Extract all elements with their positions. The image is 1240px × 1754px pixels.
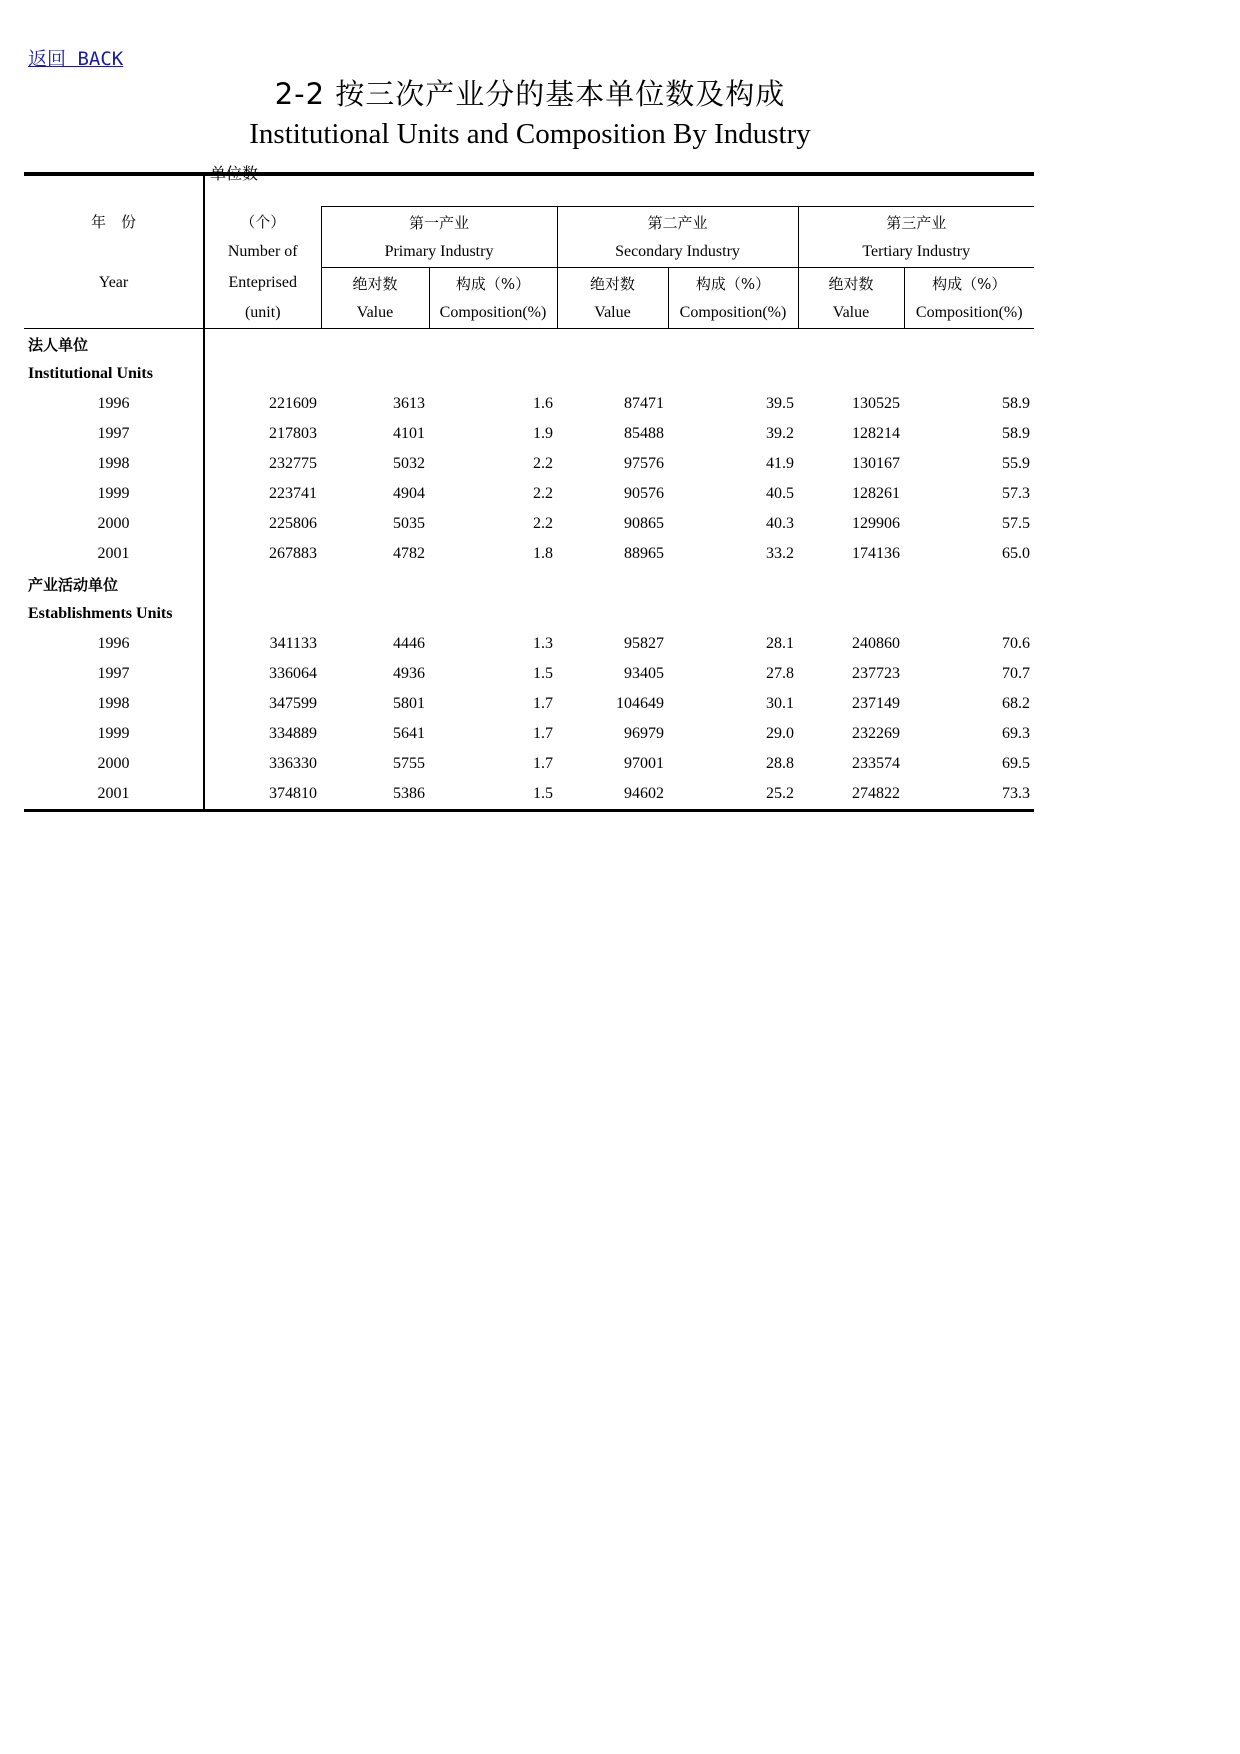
secondary-comp-cell: 40.5	[766, 485, 794, 502]
secondary-value-cell: 94602	[557, 779, 668, 811]
header-count-cn: （个）	[240, 213, 286, 232]
primary-comp-cell: 1.8	[533, 545, 553, 562]
tertiary-comp-cell: 57.3	[1002, 485, 1030, 502]
table-row	[24, 509, 1034, 539]
primary-comp-cell: 1.3	[533, 635, 553, 652]
table-row	[24, 389, 1034, 419]
section-spacer	[204, 329, 1034, 360]
year-cell: 2000	[24, 509, 204, 539]
total-cell: 374810	[204, 779, 321, 811]
primary-comp-cell: 2.2	[533, 485, 553, 502]
tertiary-comp-cell: 58.9	[1002, 425, 1030, 442]
secondary-comp-cell: 39.2	[766, 425, 794, 442]
header-primary-value-cn: 绝对数	[321, 268, 429, 299]
secondary-comp-cell: 39.5	[766, 395, 794, 412]
primary-comp-cell: 1.9	[533, 425, 553, 442]
header-tertiary-en: Tertiary Industry	[798, 237, 1034, 268]
primary-value-cell: 3613	[393, 395, 425, 412]
header-spacer	[24, 174, 204, 207]
page-title-cn: 2-2 按三次产业分的基本单位数及构成	[274, 77, 786, 111]
secondary-value-cell: 88965	[624, 545, 664, 562]
total-cell: 267883	[269, 545, 317, 562]
table-row	[24, 629, 1034, 659]
tertiary-comp-cell: 70.6	[1002, 635, 1030, 652]
primary-value-cell: 4782	[393, 545, 425, 562]
tertiary-value-cell: 129906	[852, 515, 900, 532]
secondary-comp-cell: 41.9	[766, 455, 794, 472]
table-row	[24, 779, 1034, 811]
year-cell: 1997	[24, 659, 204, 689]
secondary-value-cell: 93405	[624, 665, 664, 682]
primary-value-cell: 5641	[393, 725, 425, 742]
total-cell: 221609	[269, 395, 317, 412]
secondary-value-cell: 96979	[624, 725, 664, 742]
year-cell: 1998	[24, 449, 204, 479]
year-cell: 1999	[24, 719, 204, 749]
unit-note: 单位数	[210, 164, 259, 183]
header-year-cn: 年 份	[24, 207, 204, 238]
tertiary-comp-cell: 58.9	[1002, 395, 1030, 412]
tertiary-comp-cell: 65.0	[1002, 545, 1030, 562]
section-spacer	[204, 599, 1034, 629]
header-primary-en: Primary Industry	[321, 237, 557, 268]
section-spacer	[204, 569, 1034, 599]
table-row	[24, 749, 1034, 779]
header-secondary-value-en: Value	[557, 298, 668, 329]
header-spacer	[24, 298, 204, 329]
primary-value-cell: 4446	[393, 635, 425, 652]
tertiary-value-cell: 128261	[852, 485, 900, 502]
table-row	[24, 719, 1034, 749]
table-row	[24, 539, 1034, 569]
secondary-comp-cell: 29.0	[766, 725, 794, 742]
total-cell: 232775	[269, 455, 317, 472]
year-cell: 1996	[24, 629, 204, 659]
header-tertiary-cn: 第三产业	[798, 207, 1034, 238]
total-cell: 217803	[269, 425, 317, 442]
secondary-value-cell: 85488	[624, 425, 664, 442]
tertiary-comp-cell: 69.3	[1002, 725, 1030, 742]
table-row	[24, 659, 1034, 689]
tertiary-comp-cell: 55.9	[1002, 455, 1030, 472]
header-spacer	[24, 237, 204, 268]
year-cell: 1996	[24, 389, 204, 419]
secondary-comp-cell: 40.3	[766, 515, 794, 532]
header-tertiary-comp-en: Composition(%)	[904, 298, 1034, 329]
total-cell: 341133	[269, 635, 317, 652]
header-secondary-comp-en: Composition(%)	[668, 298, 798, 329]
tertiary-value-cell: 237723	[852, 665, 900, 682]
tertiary-comp-cell: 68.2	[1002, 695, 1030, 712]
section-spacer	[204, 359, 1034, 389]
header-secondary-en: Secondary Industry	[557, 237, 798, 268]
primary-comp-cell: 1.7	[533, 695, 553, 712]
header-tertiary-value-cn: 绝对数	[798, 268, 904, 299]
header-primary-cn: 第一产业	[321, 207, 557, 238]
primary-value-cell: 4936	[393, 665, 425, 682]
primary-value-cell: 5032	[393, 455, 425, 472]
secondary-comp-cell: 33.2	[766, 545, 794, 562]
table-row	[24, 479, 1034, 509]
tertiary-value-cell: 130167	[852, 455, 900, 472]
primary-comp-cell: 1.5	[429, 779, 557, 811]
secondary-value-cell: 90865	[624, 515, 664, 532]
header-spacer	[204, 174, 1034, 207]
section-title-cn: 产业活动单位	[24, 569, 204, 599]
secondary-value-cell: 104649	[616, 695, 664, 712]
table-row	[24, 689, 1034, 719]
secondary-comp-cell: 30.1	[766, 695, 794, 712]
secondary-value-cell: 90576	[624, 485, 664, 502]
primary-comp-cell: 1.5	[533, 665, 553, 682]
secondary-comp-cell: 28.8	[766, 755, 794, 772]
header-primary-comp-en: Composition(%)	[429, 298, 557, 329]
tertiary-value-cell: 174136	[852, 545, 900, 562]
tertiary-value-cell: 232269	[852, 725, 900, 742]
total-cell: 347599	[269, 695, 317, 712]
primary-comp-cell: 1.6	[533, 395, 553, 412]
year-cell: 2000	[24, 749, 204, 779]
tertiary-value-cell: 240860	[852, 635, 900, 652]
total-cell: 336064	[269, 665, 317, 682]
tertiary-comp-cell: 57.5	[1002, 515, 1030, 532]
primary-comp-cell: 1.7	[533, 725, 553, 742]
tertiary-comp-cell: 73.3	[904, 779, 1034, 811]
secondary-value-cell: 97001	[624, 755, 664, 772]
total-cell: 334889	[269, 725, 317, 742]
primary-comp-cell: 2.2	[533, 455, 553, 472]
header-tertiary-comp-cn: 构成（%）	[904, 268, 1034, 299]
secondary-value-cell: 97576	[624, 455, 664, 472]
year-cell: 2001	[24, 539, 204, 569]
header-year-en: Year	[24, 268, 204, 299]
tertiary-comp-cell: 70.7	[1002, 665, 1030, 682]
total-cell: 223741	[269, 485, 317, 502]
year-cell: 1997	[24, 419, 204, 449]
year-cell: 1998	[24, 689, 204, 719]
primary-comp-cell: 1.7	[533, 755, 553, 772]
tertiary-value-cell: 237149	[852, 695, 900, 712]
section-title-cn: 法人单位	[24, 329, 204, 360]
total-cell: 225806	[269, 515, 317, 532]
primary-comp-cell: 2.2	[533, 515, 553, 532]
tertiary-comp-cell: 69.5	[1002, 755, 1030, 772]
tertiary-value-cell: 274822	[798, 779, 904, 811]
tertiary-value-cell: 130525	[852, 395, 900, 412]
page-title-en: Institutional Units and Composition By Industry	[249, 118, 811, 150]
header-count-en3: (unit)	[204, 298, 321, 329]
primary-value-cell: 5801	[393, 695, 425, 712]
secondary-comp-cell: 25.2	[668, 779, 798, 811]
header-secondary-comp-cn: 构成（%）	[668, 268, 798, 299]
header-primary-comp-cn: 构成（%）	[429, 268, 557, 299]
year-cell: 1999	[24, 479, 204, 509]
section-title-en: Institutional Units	[24, 359, 204, 389]
industry-units-table	[24, 172, 1034, 812]
back-link[interactable]: 返回 BACK	[28, 48, 124, 70]
header-tertiary-value-en: Value	[798, 298, 904, 329]
tertiary-value-cell: 128214	[852, 425, 900, 442]
primary-value-cell: 4101	[393, 425, 425, 442]
secondary-value-cell: 87471	[624, 395, 664, 412]
table-row	[24, 419, 1034, 449]
primary-value-cell: 5035	[393, 515, 425, 532]
header-primary-value-en: Value	[321, 298, 429, 329]
total-cell: 336330	[269, 755, 317, 772]
table-row	[24, 449, 1034, 479]
secondary-value-cell: 95827	[624, 635, 664, 652]
primary-value-cell: 5386	[321, 779, 429, 811]
primary-value-cell: 5755	[393, 755, 425, 772]
header-secondary-cn: 第二产业	[557, 207, 798, 238]
header-count-en2: Enteprised	[228, 273, 297, 291]
primary-value-cell: 4904	[393, 485, 425, 502]
header-secondary-value-cn: 绝对数	[557, 268, 668, 299]
tertiary-value-cell: 233574	[852, 755, 900, 772]
secondary-comp-cell: 28.1	[766, 635, 794, 652]
year-cell: 2001	[24, 779, 204, 811]
section-title-en: Establishments Units	[24, 599, 204, 629]
secondary-comp-cell: 27.8	[766, 665, 794, 682]
header-count-en1: Number of	[227, 243, 298, 261]
